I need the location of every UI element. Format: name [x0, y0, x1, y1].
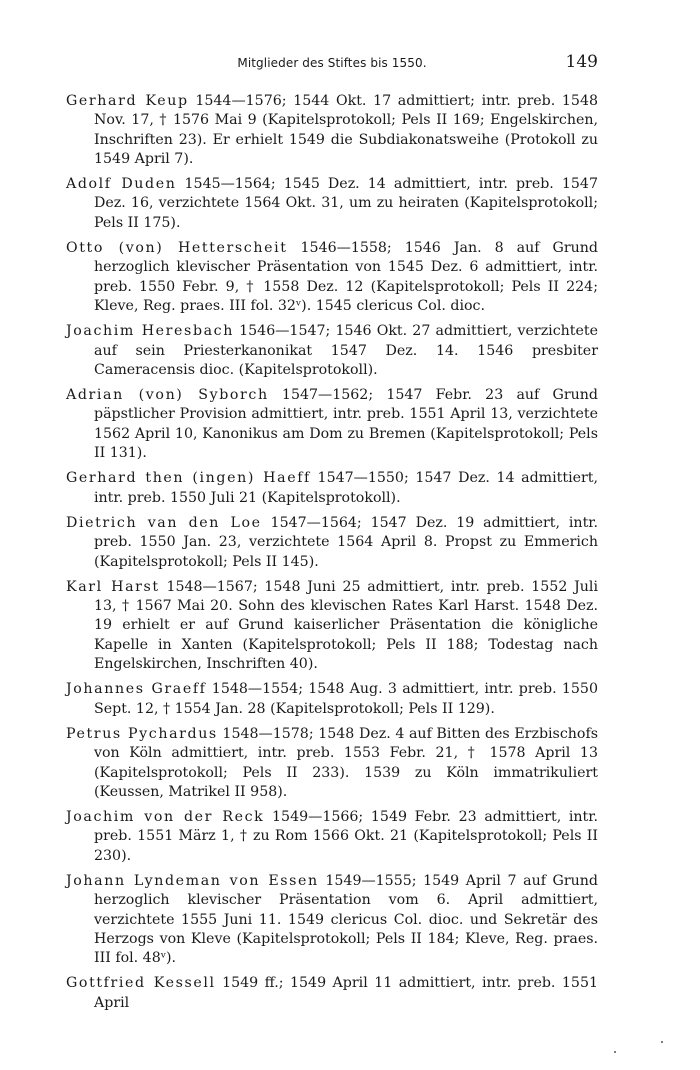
list-item: [66, 974, 598, 1013]
list-item: [66, 386, 598, 463]
member-name: Gottfried Kessell: [66, 975, 216, 992]
member-details: 1545—1564; 1545 Dez. 14 admittiert, intr. preb. 1547 Dez. 16, verzichtete 1564 Okt. 31, um zu heiraten (Kapitelsprotokoll; Pels II 175).: [94, 176, 598, 231]
member-name: Johann Lyndeman von Essen: [66, 872, 319, 889]
member-name: Adolf Duden: [66, 176, 177, 193]
list-item: [66, 239, 598, 316]
running-header: [62, 52, 602, 74]
member-details: 1549—1555; 1549 April 7 auf Grund herzoglich klevischer Präsentation vom 6. April admittiert, verzichtete 1555 Juni 11. 1549 clericus Col. dioc. und Sekretär des Herzogs von Kleve (Kapitelsprotokoll; Pels II 184; Kleve, Reg. praes. III fol. 48ᵛ).: [94, 872, 598, 967]
list-item: [66, 322, 598, 380]
member-details: 1546—1547; 1546 Okt. 27 admittiert, verzichtete auf sein Priesterkanonikat 1547 Dez. 14. 1546 presbiter Cameracensis dioc. (Kapitelsprotokoll).: [94, 323, 598, 378]
list-item: [66, 808, 598, 866]
list-item: [66, 469, 598, 508]
member-name: Dietrich van den Loe: [66, 514, 262, 531]
list-item: [66, 680, 598, 719]
member-name: Petrus Pychardus: [66, 725, 218, 742]
member-name: Johannes Graeff: [66, 681, 207, 698]
member-details: 1548—1554; 1548 Aug. 3 admittiert, intr. preb. 1550 Sept. 12, † 1554 Jan. 28 (Kapitelsprotokoll; Pels II 129).: [94, 681, 598, 717]
member-name: Karl Harst: [66, 578, 160, 595]
scan-speck: [661, 1041, 663, 1043]
running-title: Mitglieder des Stiftes bis 1550.: [237, 56, 427, 70]
member-name: Adrian (von) Syborch: [66, 387, 269, 404]
member-name: Joachim Heresbach: [66, 323, 234, 340]
member-details: 1549 ff.; 1549 April 11 admittiert, intr. preb. 1551 April: [94, 975, 599, 1011]
list-item: [66, 578, 598, 674]
list-item: [66, 514, 598, 572]
page-number: 149: [565, 52, 598, 72]
member-list: [66, 92, 598, 1019]
member-details: 1547—1564; 1547 Dez. 19 admittiert, intr. preb. 1550 Jan. 23, verzichtete 1564 April 8. Propst zu Emmerich (Kapitelsprotokoll; Pels II 145).: [94, 514, 599, 570]
list-item: [66, 725, 598, 802]
list-item: [66, 175, 598, 233]
member-name: Otto (von) Hetterscheit: [66, 240, 288, 257]
member-details: 1548—1567; 1548 Juni 25 admittiert, intr. preb. 1552 Juli 13, † 1567 Mai 20. Sohn des klevischen Rates Karl Harst. 1548 Dez. 19 erhielt er auf Grund kaiserlicher Präsentation die königliche Kapelle in Xanten (Kapitelsprotokoll; Pels II 188; Todestag nach Engelskirchen, Inschriften 40).: [94, 578, 598, 673]
member-details: 1549—1566; 1549 Febr. 23 admittiert, intr. preb. 1551 März 1, † zu Rom 1566 Okt. 21 (Kapitelsprotokoll; Pels II 230).: [94, 809, 598, 864]
member-details: 1547—1550; 1547 Dez. 14 admittiert, intr. preb. 1550 Juli 21 (Kapitelsprotokoll).: [94, 470, 599, 506]
member-name: Gerhard Keup: [66, 93, 189, 109]
member-name: Joachim von der Reck: [66, 809, 265, 826]
member-details: 1544—1576; 1544 Okt. 17 admittiert; intr. preb. 1548 Nov. 17, † 1576 Mai 9 (Kapitelsprotokoll; Pels II 169; Engelskirchen, Inschriften 23). Er erhielt 1549 die Subdiakonatsweihe (Protokoll zu 1549 April 7).: [94, 93, 599, 167]
list-item: [66, 872, 598, 968]
member-name: Gerhard then (ingen) Haeff: [66, 470, 311, 487]
member-details: 1548—1578; 1548 Dez. 4 auf Bitten des Erzbischofs von Köln admittiert, intr. preb. 1553 Febr. 21, † 1578 April 13 (Kapitelsprotokoll; Pels II 233). 1539 zu Köln immatrikuliert (Keussen, Matrikel II 958).: [94, 725, 598, 800]
member-details: 1547—1562; 1547 Febr. 23 auf Grund päpstlicher Provision admittiert, intr. preb. 1551 April 13, verzichtete 1562 April 10, Kanonikus am Dom zu Bremen (Kapitelsprotokoll; Pels II 131).: [94, 387, 598, 462]
member-details: 1546—1558; 1546 Jan. 8 auf Grund herzoglich klevischer Präsentation von 1545 Dez. 6 admittiert, intr. preb. 1550 Febr. 9, † 1558 Dez. 12 (Kapitelsprotokoll; Pels II 224; Kleve, Reg. praes. III fol. 32ᵛ). 1545 clericus Col. dioc.: [94, 240, 598, 314]
list-item: [66, 92, 598, 169]
scan-speck: [614, 1051, 616, 1053]
